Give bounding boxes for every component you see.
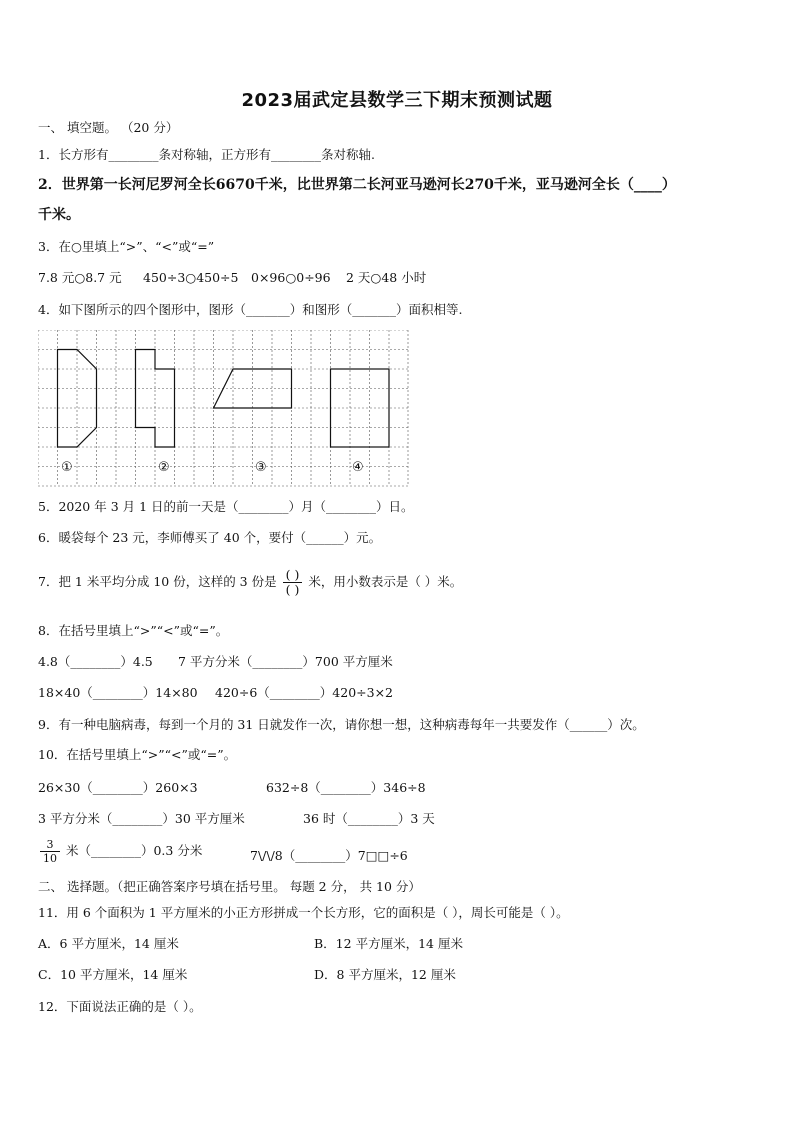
question-5: 5．2020 年 3 月 1 日的前一天是（________）月（________）日。 [38, 499, 414, 514]
question-8: 8．在括号里填上“>”“<”或“=”。 [38, 623, 229, 638]
section-2-heading: 二、 选择题。（把正确答案序号填在括号里。 每题 2 分， 共 10 分） [38, 879, 421, 894]
section-1-heading: 一、 填空题。 （20 分） [38, 120, 179, 135]
question-10-item [38, 838, 202, 865]
fraction-denominator: 10 [43, 852, 57, 865]
question-11-option-d: D．8 平方厘米，12 厘米 [314, 967, 456, 982]
question-7 [38, 568, 462, 597]
question-10: 10．在括号里填上“>”“<”或“=”。 [38, 747, 237, 762]
question-11: 11．用 6 个面积为 1 平方厘米的小正方形拼成一个长方形，它的面积是（ ），周长可能是（ ）。 [38, 905, 569, 920]
fraction-numerator: ( ) [283, 568, 303, 583]
question-10-fraction [40, 838, 60, 865]
question-9: 9．有一种电脑病毒，每到一个月的 31 日就发作一次，请你想一想，这种病毒每年一共要发作（______）次。 [38, 717, 645, 732]
question-8-item: 420÷6（________）420÷3×2 [215, 685, 393, 700]
question-2-line-1: 2．世界第一长河尼罗河全长6670千米，比世界第二长河亚马逊河长270千米，亚马逊河全长（____） [38, 177, 676, 193]
question-8-item: 7 平方分米（________）700 平方厘米 [178, 654, 393, 669]
fraction-denominator: ( ) [285, 582, 300, 597]
question-8-item: 18×40（________）14×80 [38, 685, 198, 700]
question-10-item: 7\/\/8（________）7□□÷6 [250, 848, 408, 863]
question-3-item: 450÷3○450÷5 [143, 270, 239, 285]
question-1: 1．长方形有________条对称轴，正方形有________条对称轴. [38, 147, 375, 162]
page-title: 2023届武定县数学三下期末预测试题 [241, 90, 553, 111]
question-12: 12．下面说法正确的是（ ）。 [38, 999, 202, 1014]
figure-label-1: ① [61, 460, 73, 475]
fraction-numerator: 3 [40, 838, 60, 852]
figure-label-3: ③ [255, 460, 267, 475]
question-7-prefix: 7．把 1 米平均分成 10 份，这样的 3 份是 [38, 574, 277, 589]
question-10-item: 3 平方分米（________）30 平方厘米 [38, 811, 245, 826]
question-8-item: 4.8（________）4.5 [38, 654, 153, 669]
figure-label-2: ② [158, 460, 170, 475]
question-7-suffix: 米，用小数表示是（ ）米。 [308, 574, 463, 589]
question-10-item: 632÷8（________）346÷8 [266, 780, 426, 795]
question-4: 4．如下图所示的四个图形中，图形（_______）和图形（_______）面积相等. [38, 302, 463, 317]
figure-label-4: ④ [352, 460, 364, 475]
question-10-item: 26×30（________）260×3 [38, 780, 198, 795]
question-10-item: 36 时（________）3 天 [303, 811, 435, 826]
question-6: 6．暖袋每个 23 元，李师傅买了 40 个，要付（______）元。 [38, 530, 382, 545]
question-7-fraction [283, 568, 303, 597]
shapes-grid-figure [38, 330, 410, 488]
question-3-item: 2 天○48 小时 [346, 270, 427, 285]
question-3-item: 0×96○0÷96 [251, 270, 331, 285]
question-2-line-2: 千米。 [38, 207, 80, 223]
question-3: 3．在○里填上“>”、“<”或“=” [38, 239, 215, 254]
question-3-item: 7.8 元○8.7 元 [38, 270, 122, 285]
question-11-option-b: B．12 平方厘米，14 厘米 [314, 936, 463, 951]
question-10-fraction-suffix: 米（________）0.3 分米 [65, 843, 203, 858]
question-11-option-a: A．6 平方厘米，14 厘米 [38, 936, 179, 951]
question-11-option-c: C．10 平方厘米，14 厘米 [38, 967, 188, 982]
